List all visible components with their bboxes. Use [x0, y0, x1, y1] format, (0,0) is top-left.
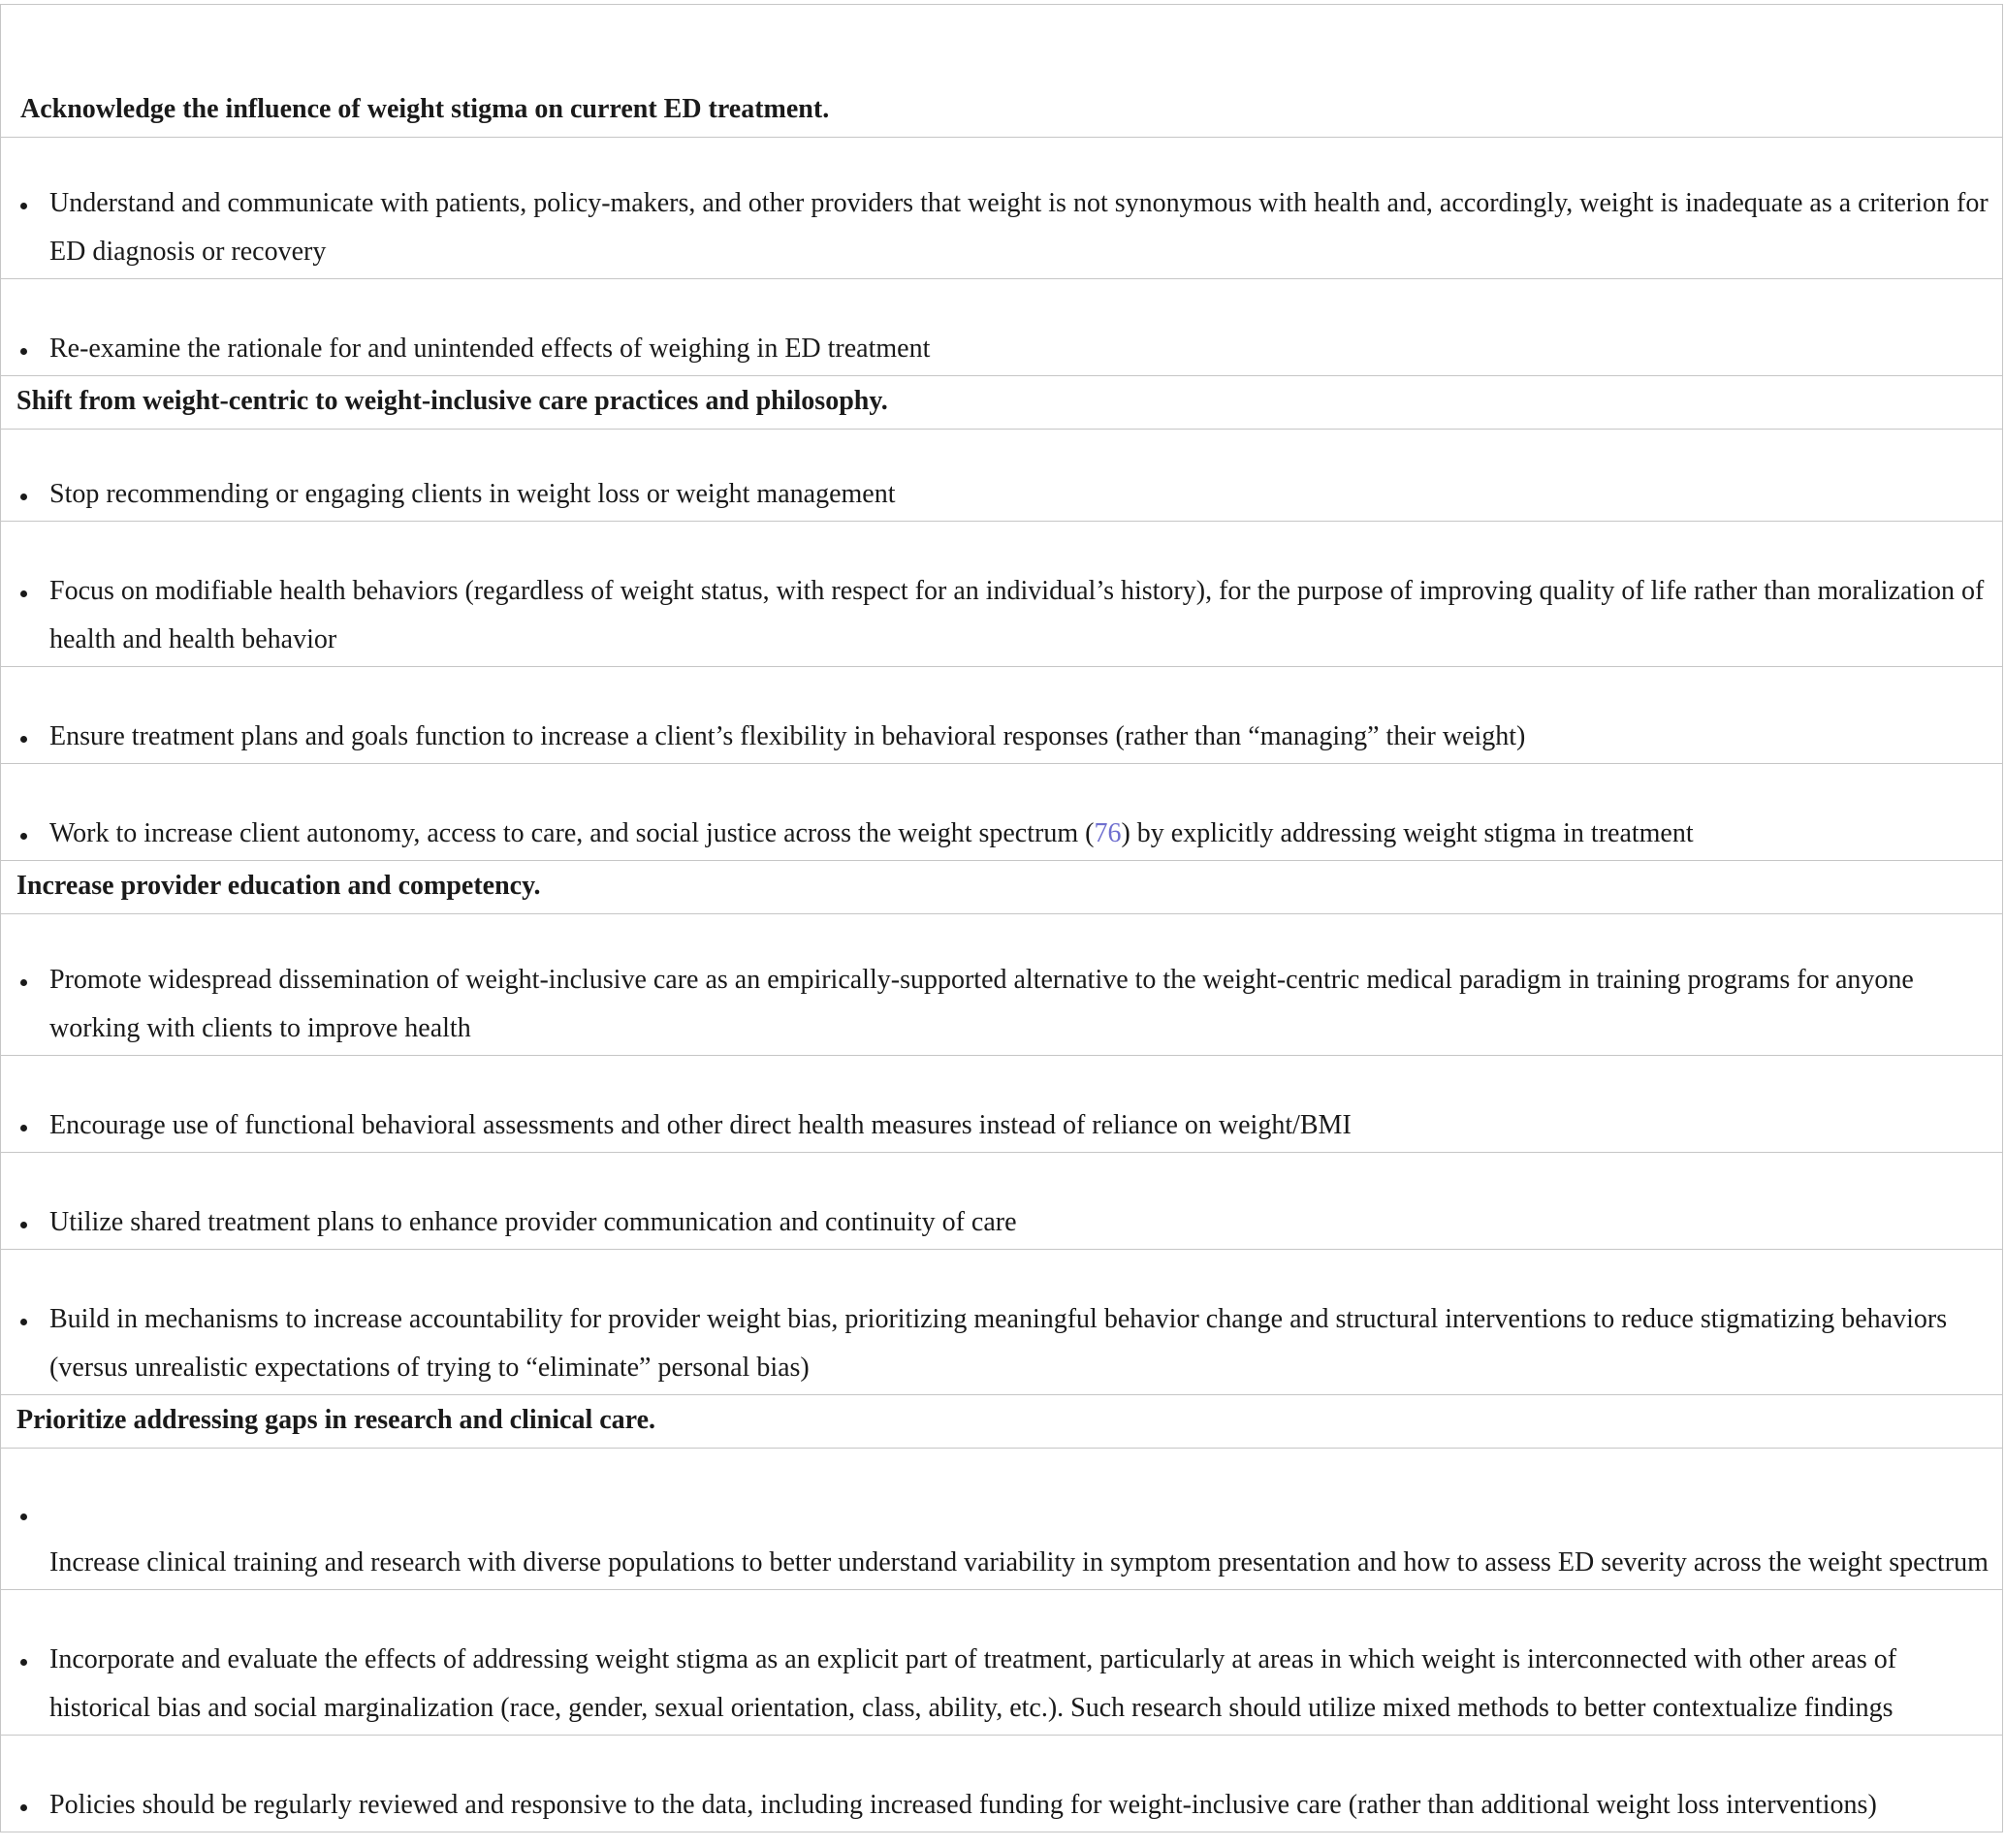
- bullet-icon: [18, 327, 28, 375]
- list-item: [1, 522, 2002, 667]
- section-heading: [1, 861, 2002, 914]
- bullet-icon: [18, 1103, 28, 1152]
- list-item-text: Re-examine the rationale for and unintended effects of weighing in ED treatment: [49, 334, 931, 364]
- reference-link[interactable]: 76: [1094, 818, 1122, 848]
- list-item-text: Increase clinical training and research with diverse populations to better understand variability in symptom presentation and how to assess ED severity across the weight spectrum: [49, 1547, 1989, 1577]
- list-item-text: Stop recommending or engaging clients in weight loss or weight management: [49, 479, 896, 509]
- list-item-text: Encourage use of functional behavioral assessments and other direct health measures instead of reliance on weight/BMI: [49, 1110, 1352, 1140]
- section-heading-text: Increase provider education and competency.: [16, 871, 541, 901]
- recommendations-table: [0, 4, 2003, 1832]
- bullet-icon: [18, 1200, 28, 1249]
- list-item-text: Promote widespread dissemination of weight-inclusive care as an empirically-supported alternative to the weight-centric medical paradigm in training programs for anyone working with clients to improve health: [49, 965, 1914, 1043]
- bullet-icon: [18, 1638, 28, 1686]
- list-item: [1, 667, 2002, 764]
- section-heading: [1, 5, 2002, 138]
- list-item-text: Policies should be regularly reviewed and responsive to the data, including increased funding for weight-inclusive care (rather than additional weight loss interventions): [49, 1790, 1877, 1820]
- list-item: [1, 279, 2002, 376]
- bullet-icon: [18, 472, 28, 521]
- list-item-text: Build in mechanisms to increase accountability for provider weight bias, prioritizing meaningful behavior change and structural interventions to reduce stigmatizing behaviors (versus unrealistic expectations of trying to “eliminate” personal bias): [49, 1304, 1948, 1383]
- list-item: [1, 1056, 2002, 1153]
- list-item-text: Incorporate and evaluate the effects of addressing weight stigma as an explicit part of treatment, particularly at areas in which weight is interconnected with other areas of historical bias and social marginalization (race, gender, sexual orientation, class, ability, etc.). Such research should utilize mixed methods to better contextualize findings: [49, 1644, 1897, 1723]
- bullet-icon: [18, 812, 28, 860]
- list-item: [1, 1590, 2002, 1736]
- list-item: [1, 1449, 2002, 1590]
- bullet-icon: [18, 569, 28, 618]
- list-item-text: Focus on modifiable health behaviors (regardless of weight status, with respect for an individual’s history), for the purpose of improving quality of life rather than moralization of health and health behavior: [49, 576, 1985, 654]
- bullet-icon: [18, 958, 28, 1006]
- bullet-icon: [18, 715, 28, 763]
- bullet-icon: [18, 1783, 28, 1832]
- section-heading: [1, 1395, 2002, 1449]
- list-item-text-after-ref: ) by explicitly addressing weight stigma in treatment: [1121, 818, 1694, 848]
- list-item: [1, 138, 2002, 279]
- list-item-text: [49, 810, 1992, 858]
- list-item: [1, 1736, 2002, 1832]
- list-item: [1, 1153, 2002, 1250]
- section-heading-text: Shift from weight-centric to weight-inclusive care practices and philosophy.: [16, 386, 888, 416]
- list-item: [1, 1250, 2002, 1395]
- list-item: [1, 764, 2002, 861]
- list-item-text: Understand and communicate with patients, policy-makers, and other providers that weight is not synonymous with health and, accordingly, weight is inadequate as a criterion for ED diagnosis or recovery: [49, 188, 1989, 267]
- section-heading: [1, 376, 2002, 430]
- list-item-text: Ensure treatment plans and goals function to increase a client’s flexibility in behavioral responses (rather than “managing” their weight): [49, 721, 1526, 751]
- bullet-icon: [18, 181, 28, 230]
- list-item-text: Utilize shared treatment plans to enhance provider communication and continuity of care: [49, 1207, 1017, 1237]
- list-item-text-before-ref: Work to increase client autonomy, access to care, and social justice across the weight spectrum (: [49, 818, 1095, 848]
- bullet-icon: [18, 1492, 28, 1541]
- section-heading-text: Acknowledge the influence of weight stigma on current ED treatment.: [20, 94, 830, 124]
- list-item: [1, 914, 2002, 1056]
- section-heading-text: Prioritize addressing gaps in research and clinical care.: [16, 1405, 655, 1435]
- bullet-icon: [18, 1297, 28, 1346]
- list-item: [1, 430, 2002, 522]
